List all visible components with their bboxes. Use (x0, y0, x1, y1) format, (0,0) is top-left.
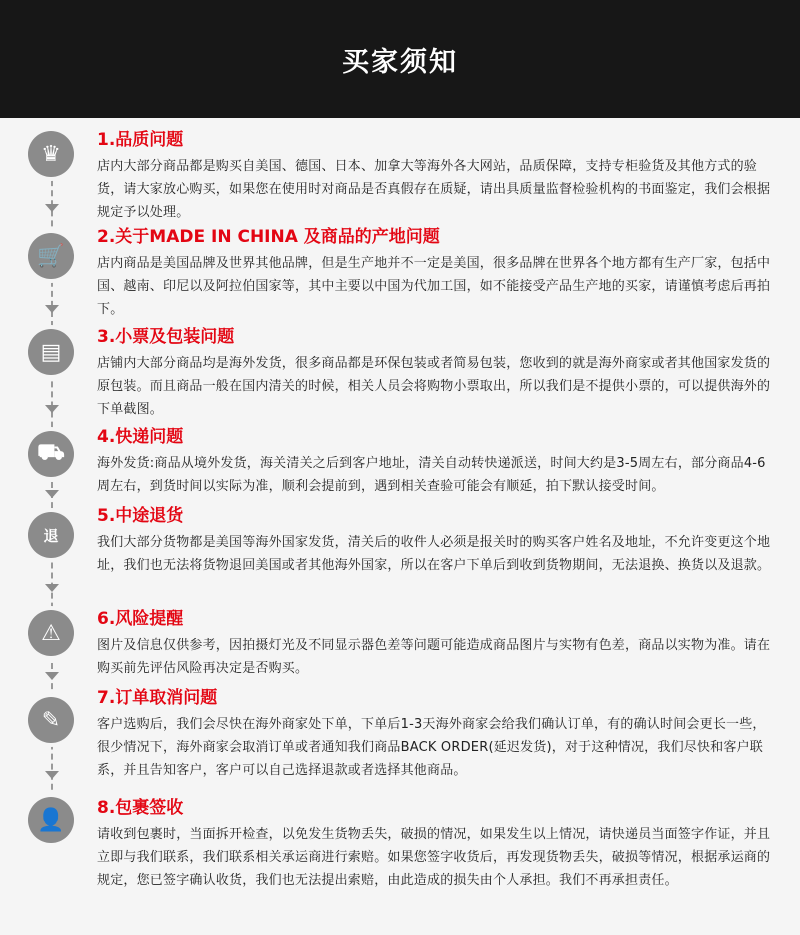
section-quality (97, 129, 777, 224)
section-heading: 5.中途退货 (97, 506, 184, 526)
truck-glyph: ⛟ (37, 440, 65, 465)
down-arrow-icon (45, 771, 59, 779)
return-icon (28, 512, 74, 558)
page-title: 买家须知 (342, 46, 458, 78)
section-body: 请收到包裹时，当面拆开检查，以免发生货物丢失，破损的情况，如果发生以上情况，请快递员当面签字作证，并且立即与我们联系，我们联系相关承运商进行索赔。如果您签字收货后，再发现货物丢失，破损等情况，根据承运商的规定，您已签字确认收货，我们也无法提出索赔，由此造成的损失由个人承担。我们不再承担责任。 (97, 827, 771, 888)
warning-icon (28, 610, 74, 656)
section-body: 店铺内大部分商品均是海外发货，很多商品都是环保包装或者简易包装，您收到的就是海外商家或者其他国家发货的原包装。而且商品一般在国内清关的时候，相关人员会将购物小票取出，所以我们是不提供小票的，可以提供海外的下单截图。 (97, 356, 771, 417)
down-arrow-icon (45, 405, 59, 413)
receipt-glyph: ▤ (40, 339, 62, 365)
section-body: 海外发货:商品从境外发货，海关清关之后到客户地址，清关自动转快递派送，时间大约是3-5周左右，部分商品4-6周左右，到货时间以实际为准，顺利会提前到，遇到相关查验可能会有顺延，拍下默认接受时间。 (97, 456, 766, 494)
order-cancel-icon (28, 697, 74, 743)
shopping-cart-icon (28, 233, 74, 279)
section-made-in-china (97, 226, 777, 321)
crown-glyph: ♛ (41, 141, 61, 167)
section-body: 图片及信息仅供参考，因拍摄灯光及不同显示器色差等问题可能造成商品图片与实物有色差，商品以实物为准。请在购买前先评估风险再决定是否购买。 (97, 638, 771, 676)
section-midway-return (97, 505, 777, 577)
section-risk (97, 608, 777, 680)
section-package-receipt (97, 797, 777, 892)
section-body: 客户选购后，我们会尽快在海外商家处下单，下单后1-3天海外商家会给我们确认订单，有的确认时间会更长一些，很少情况下，海外商家会取消订单或者通知我们商品BACK ORDER(延迟发货)，对于这种情况，我们尽快和客户联系，并且告知客户，客户可以自己选择退款或者选择其他商品。 (97, 717, 766, 778)
down-arrow-icon (45, 584, 59, 592)
down-arrow-icon (45, 204, 59, 212)
cart-glyph: 🛒 (37, 243, 65, 269)
section-order-cancel (97, 687, 777, 782)
section-heading: 6.风险提醒 (97, 609, 184, 629)
user-glyph: 👤 (37, 807, 65, 833)
order-glyph: ✎ (41, 707, 61, 733)
receipt-icon (28, 329, 74, 375)
down-arrow-icon (45, 305, 59, 313)
section-heading: 7.订单取消问题 (97, 688, 218, 708)
section-heading: 3.小票及包装问题 (97, 327, 235, 347)
return-glyph: 退 (43, 526, 59, 545)
delivery-truck-icon (28, 431, 74, 477)
warning-glyph: ⚠ (41, 620, 61, 646)
down-arrow-icon (45, 672, 59, 680)
crown-icon (28, 131, 74, 177)
user-icon (28, 797, 74, 843)
down-arrow-icon (45, 490, 59, 498)
section-body: 店内大部分商品都是购买自美国、德国、日本、加拿大等海外各大网站，品质保障，支持专柜验货及其他方式的验货，请大家放心购买，如果您在使用时对商品是否真假存在质疑，请出具质量监督检验机构的书面鉴定，我们会根据规定予以处理。 (97, 159, 771, 220)
section-body: 店内商品是美国品牌及世界其他品牌，但是生产地并不一定是美国，很多品牌在世界各个地方都有生产厂家，包括中国、越南、印尼以及阿拉伯国家等，其中主要以中国为代加工国，如不能接受产品生产地的买家，请谨慎考虑后再拍下。 (97, 256, 771, 317)
section-heading: 4.快递问题 (97, 427, 184, 447)
page-header (0, 0, 800, 118)
section-heading: 2.关于MADE IN CHINA 及商品的产地问题 (97, 227, 440, 247)
section-shipping (97, 426, 777, 498)
section-heading: 1.品质问题 (97, 130, 184, 150)
section-receipt-packaging (97, 326, 777, 421)
section-heading: 8.包裹签收 (97, 798, 184, 818)
section-body: 我们大部分货物都是美国等海外国家发货，清关后的收件人必须是报关时的购买客户姓名及地址，不允许变更这个地址，我们也无法将货物退回美国或者其他海外国家，所以在客户下单后到收到货物期间，无法退换、换货以及退款。 (97, 535, 771, 573)
